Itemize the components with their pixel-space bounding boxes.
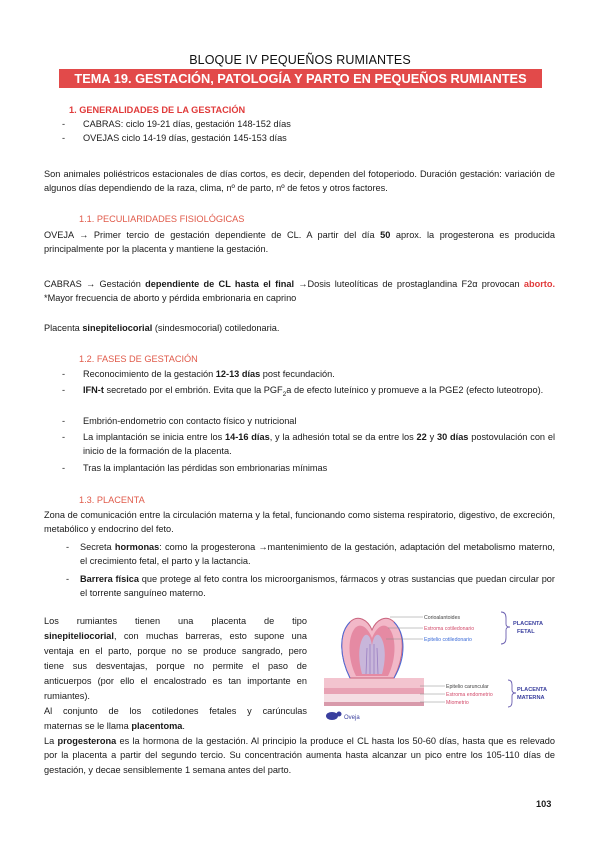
- bullet-dash: -: [62, 385, 66, 395]
- diagram-layer: [324, 702, 424, 706]
- section-1-1-heading: 1.1. PECULIARIDADES FISIOLÓGICAS: [79, 214, 245, 224]
- placentome-diagram: [320, 608, 554, 726]
- bullet-dash: -: [66, 574, 70, 584]
- paragraph-placenta: Placenta sinepiteliocorial (sindesmocorial) cotiledonaria.: [44, 323, 280, 333]
- brace-maternal: [508, 680, 516, 707]
- text-line: anticuerpos (por ello el encalostrado es tan importante en: [44, 676, 307, 686]
- label-corioalantoides: Corioalantoides: [424, 615, 461, 621]
- bullet-dash: -: [62, 133, 66, 143]
- label-placenta-fetal-2: FETAL: [517, 629, 535, 635]
- label-epitelio-cotiledonario: Epitelio cotiledonario: [424, 637, 472, 643]
- list-item: CABRAS: ciclo 19-21 días, gestación 148-152 días: [83, 119, 291, 129]
- section-1-3-heading: 1.3. PLACENTA: [79, 495, 145, 505]
- text-line: Los rumiantes tienen una placenta de tipo: [44, 616, 307, 626]
- paragraph-placenta-intro: Zona de comunicación entre la circulación materna y la fetal, funcionando como sistema respiratorio, digestivo, de excreción, metabólico y endocrino del feto.: [44, 510, 555, 535]
- label-placenta-materna-2: MATERNA: [517, 695, 545, 701]
- text-line: tiene sus desventajas, porque no permite el paso de: [44, 661, 307, 671]
- bullet-dash: -: [62, 119, 66, 129]
- paragraph-progesterona: La progesterona es la hormona de la gestación. Al principio la produce el CL hasta los 50-60 días, hasta que es relevado por la placenta a partir del segundo tercio. Su concentración aumenta hasta alcanzar un pico entre los 105-110 días de gestación, y decae sensiblemente 1 semana antes del parto.: [44, 736, 555, 775]
- paragraph-oveja: OVEJA → Primer tercio de gestación dependiente de CL. A partir del día 50 aprox. la progesterona es producida principalmente por la placenta y mantiene la gestación.: [44, 230, 555, 255]
- list-item: OVEJAS ciclo 14-19 días, gestación 145-153 días: [83, 133, 287, 143]
- sheep-icon: [326, 712, 338, 720]
- list-item: La implantación se inicia entre los 14-16 días, y la adhesión total se da entre los 22 y 30 días postovulación con el inicio de la formación de la placenta.: [83, 432, 555, 457]
- paragraph-cabras: CABRAS → Gestación dependiente de CL hasta el final →Dosis luteolíticas de prostaglandina F2α provocan aborto. *Mayor frecuencia de aborto y pérdida embrionaria en caprino: [44, 279, 555, 304]
- label-placenta-materna-1: PLACENTA: [517, 687, 548, 693]
- list-item: IFN-t secretado por el embrión. Evita que la $PGF_2a$ de efecto luteínico y promueve a la PGE2 (efecto luteotropo).: [83, 385, 544, 398]
- label-placenta-fetal-1: PLACENTA: [513, 621, 544, 627]
- diagram-layer: [324, 688, 424, 694]
- bullet-dash: -: [62, 369, 66, 379]
- list-item: Embrión-endometrio con contacto físico y nutricional: [83, 416, 297, 426]
- bullet-dash: -: [62, 432, 66, 442]
- paragraph: Son animales poliéstricos estacionales de días cortos, es decir, dependen del fotoperiodo. Duración gestación: variación de algunos días dependiendo de la raza, clima, nº de parto, nº de fetos y otros factores.: [44, 169, 555, 194]
- page-number: 103: [536, 799, 552, 809]
- bullet-dash: -: [62, 416, 66, 426]
- sheep-icon: [337, 712, 342, 717]
- text-line: ventaja en el parto, porque no se produce sangrado, pero: [44, 646, 307, 656]
- list-item: Tras la implantación las pérdidas son embrionarias mínimas: [83, 463, 328, 473]
- brace-fetal: [501, 612, 510, 644]
- topic-title-bar: TEMA 19. GESTACIÓN, PATOLOGÍA Y PARTO EN PEQUEÑOS RUMIANTES: [59, 69, 542, 88]
- text-line: maternas se le llama placentoma.: [44, 721, 185, 731]
- label-epitelio-caruncular: Epitelio caruncular: [446, 684, 489, 690]
- list-item: Secreta hormonas: como la progesterona →mantenimiento de la gestación, adaptación del metabolismo materno, el crecimiento fetal, el parto y la lactancia.: [80, 542, 555, 567]
- section-1-heading: 1. GENERALIDADES DE LA GESTACIÓN: [69, 105, 246, 115]
- label-miometrio: Miometrio: [446, 700, 469, 706]
- bullet-dash: -: [66, 542, 70, 552]
- bullet-dash: -: [62, 463, 66, 473]
- text-line: Al conjunto de los cotiledones fetales y carúnculas: [44, 706, 307, 716]
- section-1-2-heading: 1.2. FASES DE GESTACIÓN: [79, 354, 198, 364]
- text-line: rumiantes).: [44, 691, 90, 701]
- list-item: Reconocimiento de la gestación 12-13 días post fecundación.: [83, 369, 335, 379]
- block-title: BLOQUE IV PEQUEÑOS RUMIANTES: [189, 53, 411, 67]
- text-line: sinepiteliocorial, con muchas barreras, esto supone una: [44, 631, 307, 641]
- list-item: Barrera física que protege al feto contra los microorganismos, fármacos y otras sustancias que puedan circular por el torrente sanguíneo materno.: [80, 574, 555, 599]
- animal-label: Oveja: [344, 715, 360, 721]
- diagram-layer: [324, 694, 424, 702]
- label-estroma-cotiledonario: Estroma cotiledonario: [424, 626, 475, 632]
- diagram-layer: [324, 678, 424, 688]
- label-estroma-endometrio: Estroma endometrio: [446, 692, 493, 698]
